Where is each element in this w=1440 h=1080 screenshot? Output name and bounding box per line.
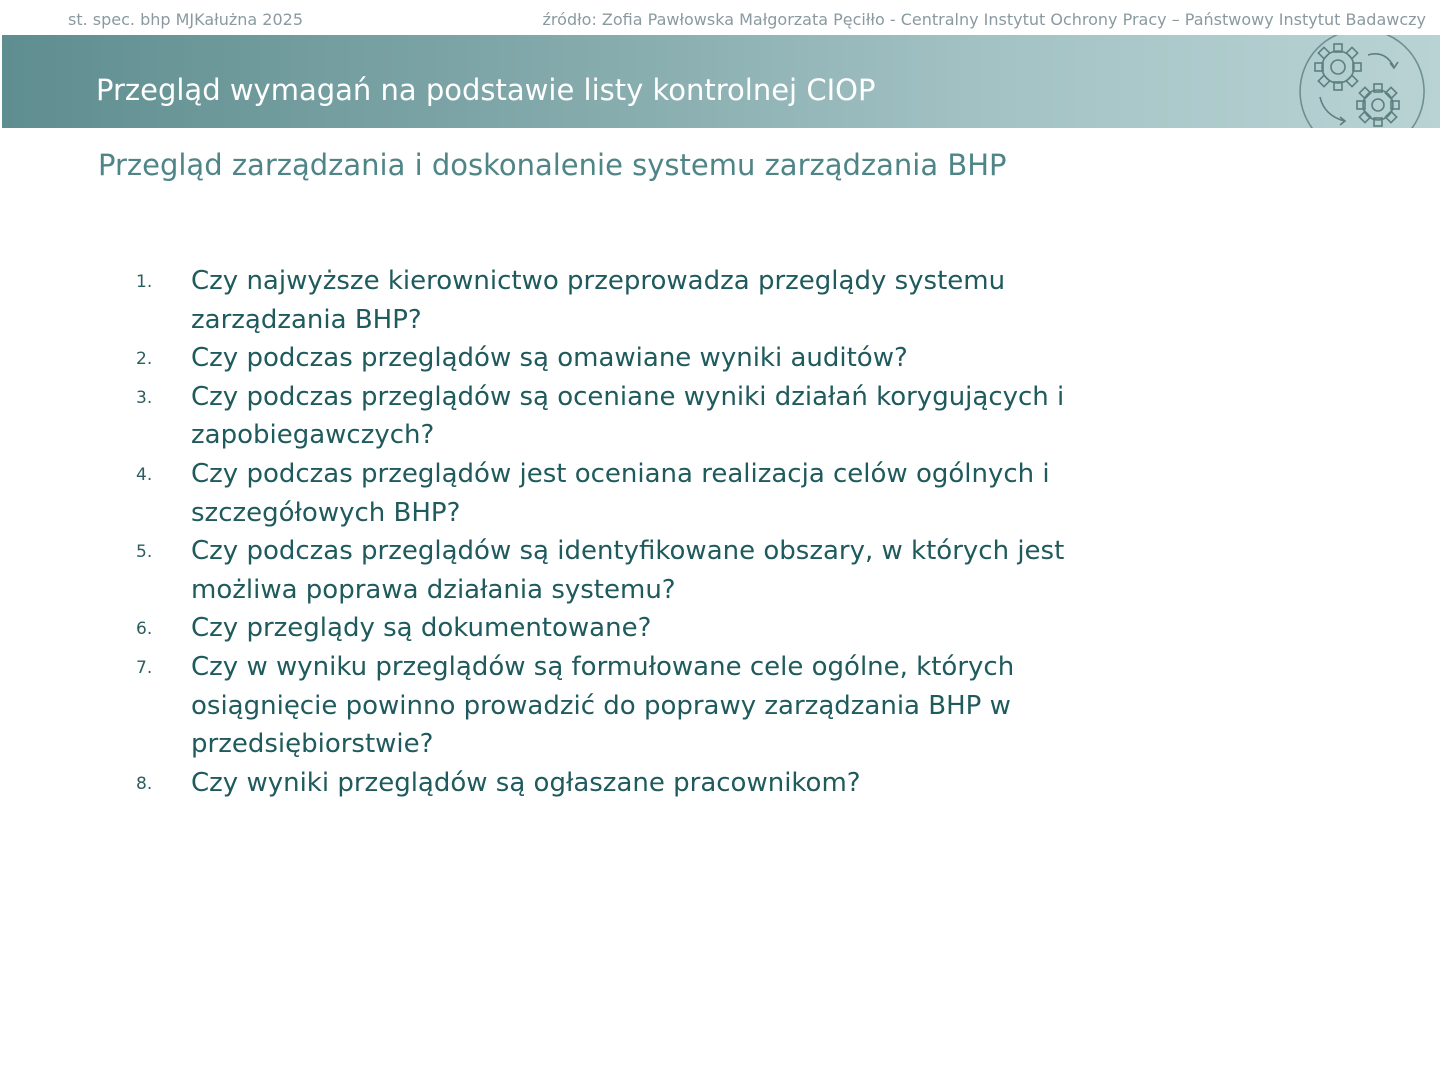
list-number: 7. [136,657,153,678]
list-item [136,262,1156,339]
question-text: Czy wyniki przeglądów są ogłaszane pracownikom? [191,767,861,798]
question-text: Czy najwyższe kierownictwo przeprowadza przeglądy systemu zarządzania BHP? [191,266,1006,335]
slide-title: Przegląd wymagań na podstawie listy kontrolnej CIOP [96,73,876,107]
question-text: Czy podczas przeglądów są omawiane wyniki auditów? [191,343,908,374]
list-number: 4. [136,464,153,485]
question-text: Czy podczas przeglądów jest oceniana realizacja celów ogólnych i szczegółowych BHP? [191,458,1050,528]
list-item [136,339,1156,378]
list-number: 6. [136,619,153,640]
question-text: Czy podczas przeglądów są oceniane wyniki działań korygujących i zapobiegawczych? [191,381,1065,451]
question-text: Czy podczas przeglądów są identyfikowane obszary, w których jest możliwa poprawa działania systemu? [191,536,1065,605]
list-number: 8. [136,773,153,794]
top-meta-bar [0,0,1440,34]
list-item [136,764,1156,803]
list-item [136,455,1156,532]
source-note: źródło: Zofia Pawłowska Małgorzata Pęciłło - Centralny Instytut Ochrony Pracy – Państwowy Instytut Badawczy [542,10,1426,29]
gears-icon [1290,35,1430,128]
list-item [136,378,1156,455]
list-number: 5. [136,542,153,563]
list-number: 2. [136,349,153,370]
list-number: 1. [136,272,153,292]
checklist [136,262,1156,802]
list-number: 3. [136,387,153,408]
question-text: Czy w wyniku przeglądów są formułowane cele ogólne, których osiągnięcie powinno prowadzić do poprawy zarządzania BHP w przedsiębiorstwie? [191,651,1015,760]
section-heading: Przegląd zarządzania i doskonalenie systemu zarządzania BHP [98,148,1007,182]
title-banner [2,35,1440,128]
list-item [136,648,1156,764]
list-item [136,532,1156,609]
author-note: st. spec. bhp MJKałużna 2025 [68,10,303,29]
list-item [136,609,1156,648]
question-text: Czy przeglądy są dokumentowane? [191,613,652,644]
